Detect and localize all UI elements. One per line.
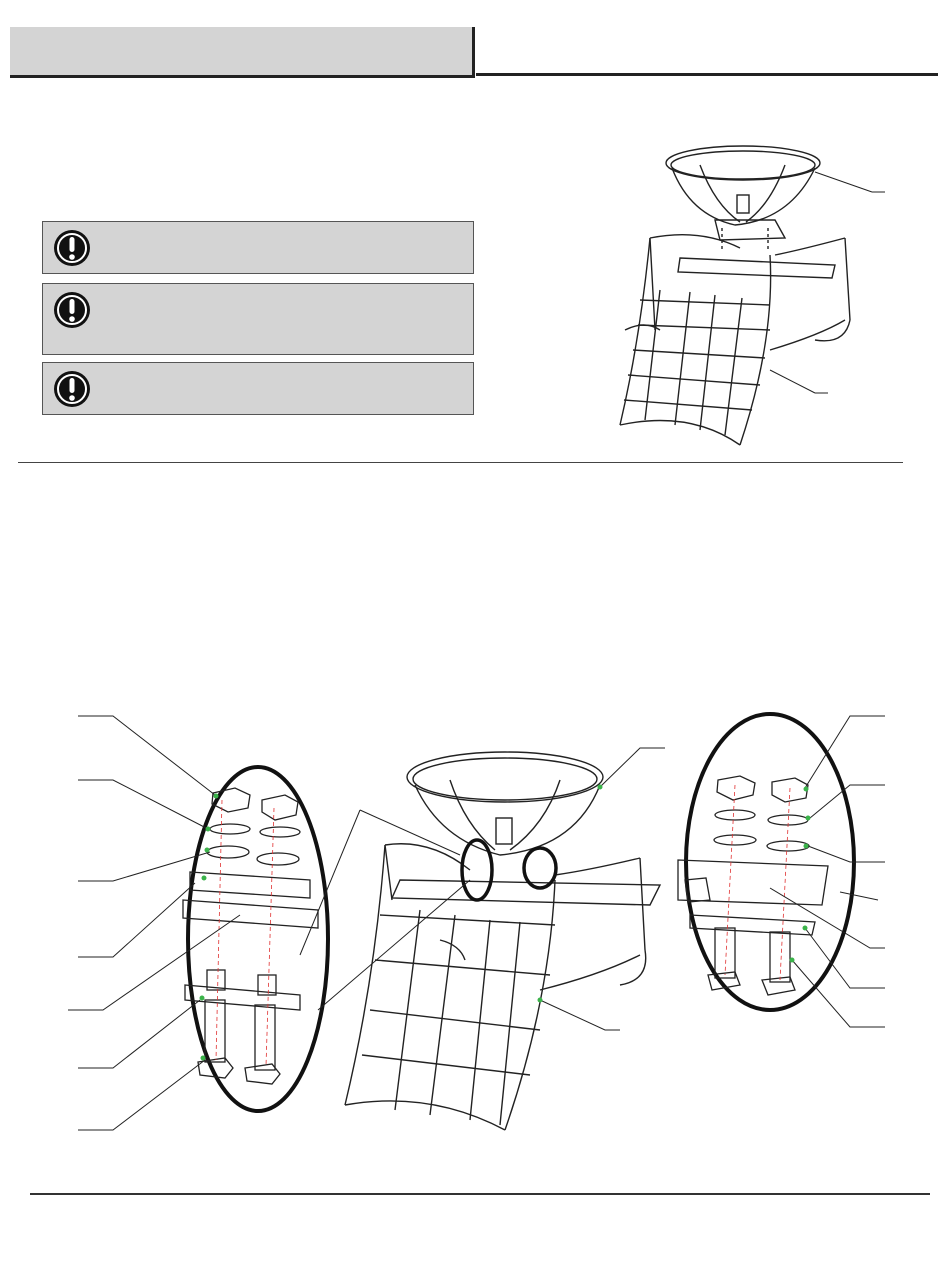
center-chair-frame <box>345 752 660 1130</box>
footer-divider <box>30 1193 930 1195</box>
detail-callout-left <box>462 840 492 900</box>
